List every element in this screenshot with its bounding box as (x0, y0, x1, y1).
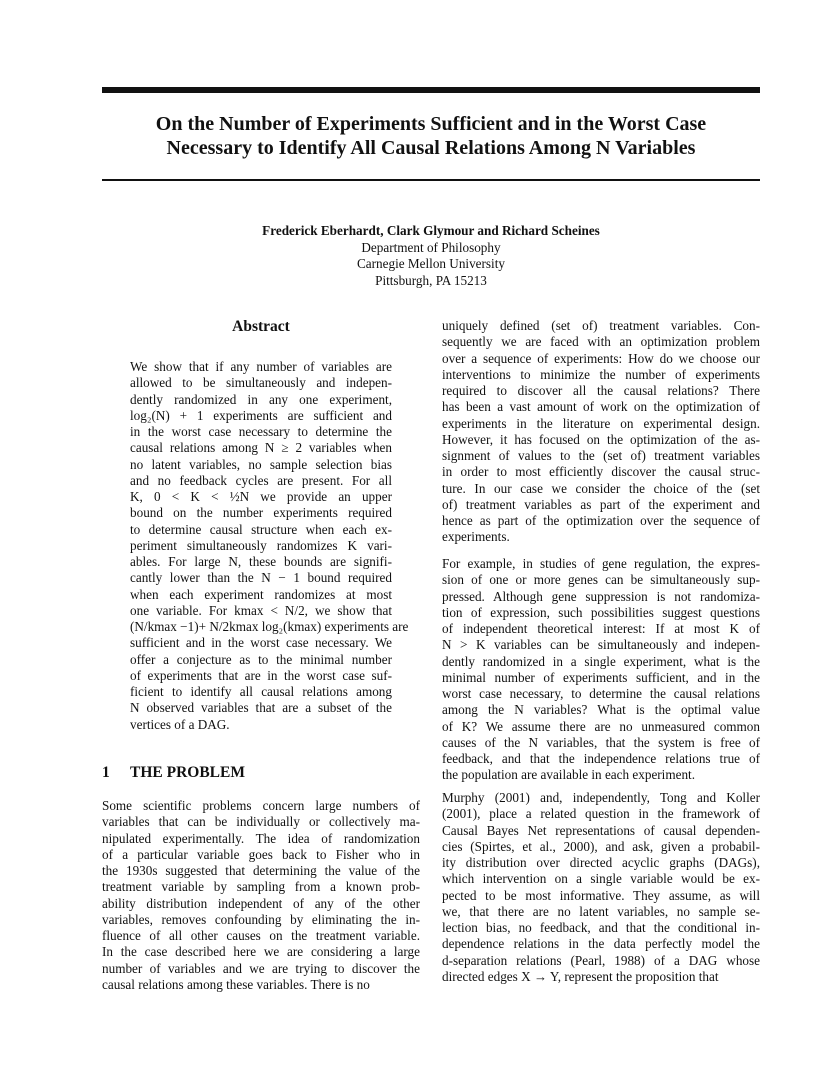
right-paragraph-3 (442, 790, 760, 985)
university: Carnegie Mellon University (357, 256, 505, 271)
title-line-2: Necessary to Identify All Causal Relations Among N Variables (166, 137, 696, 159)
body-line: hence as part of the optimization over the sequence of (442, 513, 760, 528)
body-line: over a sequence of experiments: How do we choose our (442, 350, 760, 366)
body-line: For example, in studies of gene regulation, the expres- (442, 556, 760, 571)
abstract-line: K, 0 < K < ½N we provide an upper (130, 489, 392, 504)
body-line: of K? We assume there are no unmeasured common (442, 718, 760, 734)
paper-title (102, 112, 760, 160)
abstract-line: We show that if any number of variables are (130, 359, 392, 374)
body-line: signment of values to the (set of) treatment variables (442, 448, 760, 463)
abstract-line: when each experiment randomizes at most (130, 586, 392, 602)
body-line: experiments in the literature on experimental design. (442, 415, 760, 431)
body-line: d-separation relations (Pearl, 1988) of a DAG whose (442, 952, 760, 968)
abstract-line: sufficient and in the worst case necessary. We (130, 635, 392, 651)
abstract-line: (N/kmax −1)+ N/2kmax log₂(kmax) experiments are (130, 619, 409, 634)
body-line: tion of expression, such possibilities suggest questions (442, 604, 760, 620)
abstract-line: log₂(N) + 1 experiments are sufficient and (130, 407, 392, 423)
body-line: sion of one or more genes can be simultaneously sup- (442, 572, 760, 588)
body-line: variables that can be individually or collectively ma- (102, 814, 420, 830)
department: Department of Philosophy (361, 239, 501, 255)
body-line: uniquely defined (set of) treatment variables. Con- (442, 318, 760, 333)
body-line: of independent theoretical interest: If at most K of (442, 621, 760, 636)
abstract-line: in the worst case necessary to determine the (130, 424, 392, 439)
abstract-heading: Abstract (232, 318, 290, 335)
body-line: causes of the N variables, that the system is free of (442, 734, 760, 750)
body-line: lection bias, no feedback, and that the conditional in- (442, 920, 760, 935)
body-line: among the N variables? What is the optimal value (442, 702, 760, 718)
body-line: of) treatment variables as part of the experiment and (442, 496, 760, 512)
body-line: variables, removes confounding by eliminating the in- (102, 911, 420, 927)
body-line: required to discover all the causal relations? There (442, 383, 760, 398)
body-line: In the case described here we are considering a large (102, 944, 420, 960)
title-rule (102, 179, 760, 181)
abstract-body (130, 359, 409, 733)
body-line: has been a vast amount of work on the optimization of (442, 399, 760, 415)
abstract-line: bound on the number experiments required (130, 505, 392, 521)
body-line: N > K variables can be simultaneously and indepen- (442, 637, 760, 653)
body-line: dependence relations in the data perfectly model the (442, 936, 760, 952)
body-line: in order to most efficiently discover the causal struc- (442, 464, 760, 480)
body-line: nipulated experimentally. The idea of randomization (102, 830, 420, 846)
abstract-line: causal relations among N ≥ 2 variables when (130, 440, 392, 456)
abstract-line: to determine causal structure when each ex- (130, 521, 392, 537)
abstract-line: ables. For large N, these bounds are signifi- (130, 554, 392, 569)
body-line: sequently we are faced with an optimization problem (442, 334, 760, 350)
abstract-line: offer a conjecture as to the minimal number (130, 651, 392, 667)
body-line: pressed. Although gene suppression is not randomiza- (442, 588, 760, 604)
body-line: cies (Spirtes, et al., 2000), and ask, given a probabil- (442, 838, 760, 854)
body-line: the 1930s suggested that determining the value of the (102, 863, 420, 878)
top-rule (102, 87, 760, 93)
body-line: interventions to minimize the number of experiments (442, 366, 760, 382)
body-line: (2001), place a related question in the framework of (442, 806, 760, 822)
abstract-line: of experiments that are in the worst case suf- (130, 667, 392, 683)
body-line: treatment variable by sampling from a known prob- (102, 879, 420, 895)
abstract-line: periment simultaneously randomizes K vari- (130, 537, 392, 553)
section-number: 1 (102, 764, 110, 781)
body-line: Some scientific problems concern large numbers of (102, 798, 420, 813)
body-line: ability distribution independent of any of the other (102, 895, 420, 911)
body-line: minimal number of experiments sufficient, and in the (442, 669, 760, 685)
body-line: dently randomized in a single experiment, what is the (442, 653, 760, 669)
abstract-line: N observed variables that are a subset of the (130, 700, 392, 716)
abstract-line: allowed to be simultaneously and indepen- (130, 375, 392, 391)
city: Pittsburgh, PA 15213 (375, 272, 487, 288)
section-title: THE PROBLEM (130, 764, 245, 781)
section-1-body (102, 798, 420, 993)
body-line: of a particular variable goes back to Fisher who in (102, 846, 420, 862)
right-paragraph-1 (442, 318, 760, 546)
abstract-line: vertices of a DAG. (130, 716, 230, 732)
author-block (102, 223, 760, 289)
author-names: Frederick Eberhardt, Clark Glymour and Richard Scheines (262, 223, 600, 238)
body-line: causal relations among these variables. There is no (102, 976, 370, 992)
section-heading (102, 764, 245, 782)
body-line: feedback, and that the independence relations true of (442, 751, 760, 766)
body-line: worst case necessary, to determine the causal relations (442, 686, 760, 701)
body-line: number of variables and we are trying to discover the (102, 960, 420, 976)
abstract-line: dently randomized in any one experiment, (130, 391, 392, 407)
body-line: Causal Bayes Net representations of causal dependen- (442, 822, 760, 838)
body-line: Murphy (2001) and, independently, Tong and Koller (442, 790, 760, 805)
body-line: fluence of all other causes on the treatment variable. (102, 928, 420, 943)
abstract-line: no latent variables, no sample selection bias (130, 456, 392, 472)
body-line: directed edges X → Y, represent the proposition that (442, 968, 719, 984)
body-line: However, it has focused on the optimization of the as- (442, 431, 760, 447)
title-line-1: On the Number of Experiments Sufficient and in the Worst Case (155, 113, 707, 135)
body-line: pected to be most informative. They assume, as will (442, 887, 760, 903)
abstract-line: cantly lower than the N − 1 bound required (130, 570, 392, 586)
body-line: ture. In our case we consider the choice of the (set (442, 480, 760, 496)
abstract-line: ficient to identify all causal relations among (130, 684, 392, 699)
body-line: the population are available in each experiment. (442, 767, 696, 783)
body-line: ity distribution over directed acyclic graphs (DAGs), (442, 855, 760, 870)
body-line: experiments. (442, 529, 510, 545)
right-paragraph-2 (442, 556, 760, 784)
body-line: which intervention on a single variable would be ex- (442, 871, 760, 887)
abstract-line: and no feedback cycles are present. For all (130, 472, 392, 488)
abstract-line: one variable. For kmax < N/2, we show that (130, 602, 392, 618)
body-line: we, that there are no latent variables, no sample se- (442, 903, 760, 919)
